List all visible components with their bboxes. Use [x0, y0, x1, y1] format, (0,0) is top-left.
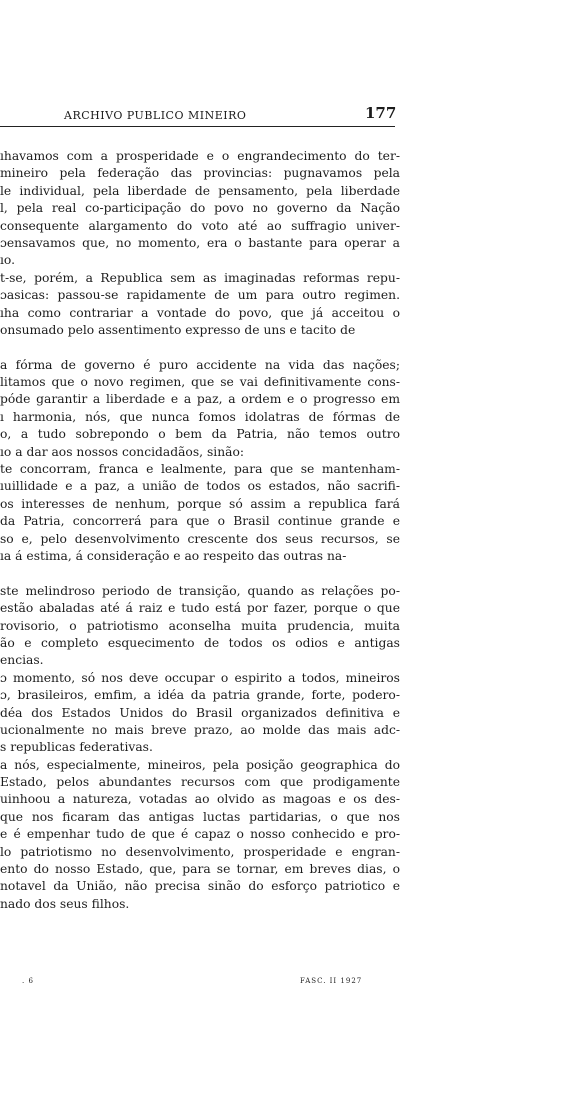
printer-signature-right: FASC. II 1927 [300, 977, 363, 985]
text-line: a fórma de governo é puro accidente na vida das nações; [0, 357, 400, 372]
text-line: ɔ, brasileiros, emfim, a idéa da patria grande, forte, podero- [0, 688, 400, 703]
text-line: o, a tudo sobrepondo o bem da Patria, não temos outro [0, 427, 400, 442]
text-line: te concorram, franca e lealmente, para que se mantenham- [0, 462, 400, 477]
running-title: ARCHIVO PUBLICO MINEIRO [64, 109, 247, 122]
text-line: Estado, pelos abundantes recursos com que prodigamente [0, 775, 400, 790]
text-line: ão e completo esquecimento de todos os odios e antigas [0, 635, 400, 650]
text-line: ucionalmente no mais breve prazo, ao molde das mais adc- [0, 722, 400, 737]
text-line: t-se, porém, a Republica sem as imaginadas reformas repu- [0, 270, 400, 285]
paragraph [0, 270, 400, 340]
text-line: ıhavamos com a prosperidade e o engrandecimento do ter- [0, 149, 400, 163]
text-line: uinhoou a natureza, votadas ao olvido as magoas e os des- [0, 792, 400, 807]
paragraph [0, 357, 400, 461]
text-line: ı harmonia, nós, que nunca fomos idolatras de fórmas de [0, 409, 400, 424]
text-line: litamos que o novo regimen, que se vai definitivamente cons- [0, 375, 400, 390]
text-line: l, pela real co-participação do povo no governo da Nação [0, 201, 400, 216]
text-line: consequente alargamento do voto até ao suffragio univer- [0, 218, 400, 233]
text-line: mineiro pela federação das provincias: pugnavamos pela [0, 166, 400, 181]
text-line: os interesses de nenhum, porque só assim a republica fará [0, 496, 400, 511]
text-line: da Patria, concorrerá para que o Brasil continue grande e [0, 514, 400, 529]
page-header [0, 106, 395, 127]
text-line: déa dos Estados Unidos do Brasil organizados definitiva e [0, 705, 400, 720]
paragraph [0, 148, 400, 270]
text-line: nado dos seus filhos. [0, 896, 130, 911]
paragraph [0, 583, 400, 670]
text-line: ıa á estima, á consideração e ao respeito das outras na- [0, 548, 347, 563]
text-line: ıo a dar aos nossos concidadãos, sinão: [0, 444, 245, 459]
text-line: s republicas federativas. [0, 740, 153, 755]
paragraph [0, 670, 400, 757]
paragraph-gap [0, 339, 400, 356]
text-line: encias. [0, 653, 44, 668]
text-line: onsumado pelo assentimento expresso de uns e tacito de [0, 322, 356, 337]
text-line: ıo. [0, 253, 16, 268]
text-line: e é empenhar tudo de que é capaz o nosso conhecido e pro- [0, 827, 400, 842]
text-line: ıha como contrariar a vontade do povo, que já acceitou o [0, 305, 400, 320]
text-line: estão abaladas até á raiz e tudo está por fazer, porque o que [0, 601, 400, 616]
text-line: ɔasicas: passou-se rapidamente de um para outro regimen. [0, 288, 400, 303]
text-line: le individual, pela liberdade de pensamento, pela liberdade [0, 183, 400, 198]
text-line: ıuillidade e a paz, a união de todos os estados, não sacrifi- [0, 479, 400, 494]
printer-signature-left: . 6 [22, 977, 34, 985]
page-number: 177 [365, 104, 397, 122]
text-line: a nós, especialmente, mineiros, pela posição geographica do [0, 757, 400, 772]
text-line: so e, pelo desenvolvimento crescente dos seus recursos, se [0, 531, 400, 546]
paragraph-gap [0, 565, 400, 582]
text-line: ɔensavamos que, no momento, era o bastante para operar a [0, 235, 400, 250]
text-line: póde garantir a liberdade e a paz, a ordem e o progresso em [0, 392, 400, 407]
text-line: ento do nosso Estado, que, para se tornar, em breves dias, o [0, 862, 400, 877]
text-line: ste melindroso periodo de transição, quando as relações po- [0, 583, 400, 598]
text-line: ɔ momento, só nos deve occupar o espirito a todos, mineiros [0, 670, 400, 685]
text-line: que nos ficaram das antigas luctas partidarias, o que nos [0, 809, 400, 824]
paragraph [0, 757, 400, 914]
text-line: notavel da União, não precisa sinão do esforço patriotico e [0, 879, 400, 894]
page-footer [0, 977, 400, 991]
text-line: lo patriotismo no desenvolvimento, prosperidade e engran- [0, 844, 400, 859]
paragraph [0, 461, 400, 565]
body-text [0, 148, 400, 913]
text-line: rovisorio, o patriotismo aconselha muita prudencia, muita [0, 618, 400, 633]
